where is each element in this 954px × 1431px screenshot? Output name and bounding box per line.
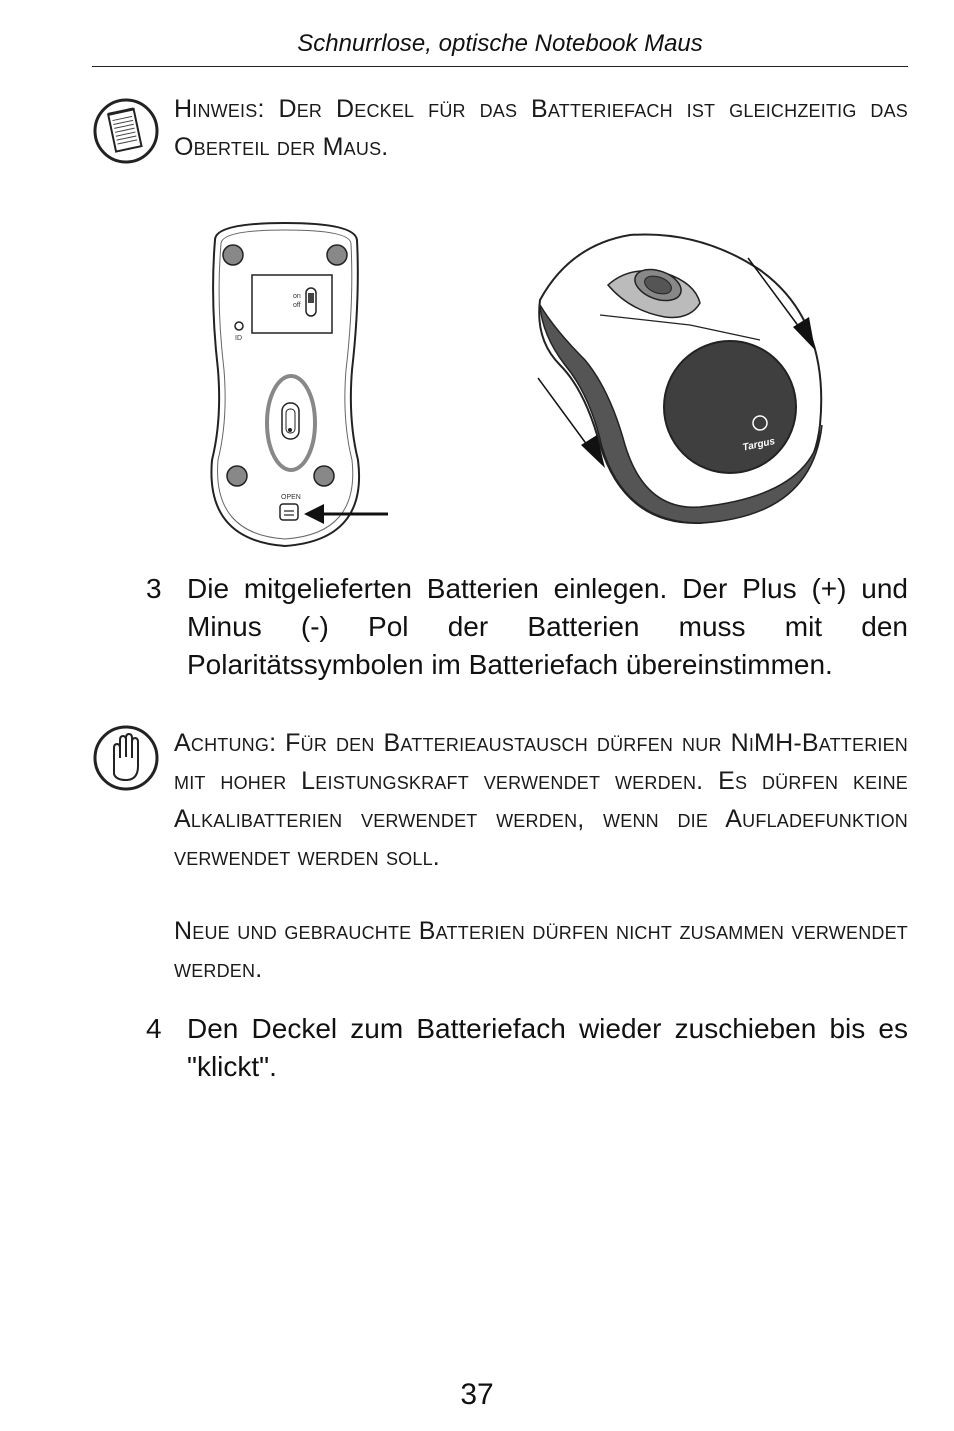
step-number: 4	[146, 1013, 162, 1044]
arrow-down-right-icon	[745, 255, 820, 355]
switch-off-label: off	[293, 302, 301, 309]
id-label: ID	[235, 335, 242, 342]
open-label: OPEN	[281, 494, 301, 501]
hand-stop-icon	[92, 724, 160, 792]
arrow-left-icon	[300, 500, 392, 530]
caution-text-2: Neue und gebrauchte Batterien dürfen nicht zusammen verwendet werden.	[174, 917, 908, 983]
note-text: Hinweis: Der Deckel für das Batteriefach ist gleichzeitig das Oberteil der Maus.	[174, 95, 908, 161]
switch-on-label: on	[293, 293, 301, 300]
step-text: Die mitgelieferten Batterien einlegen. Der Plus (+) und Minus (-) Pol der Batterien muss mit den Polaritätssymbolen im Batteriefach übereinstimmen.	[187, 573, 908, 680]
arrow-down-right-icon	[535, 375, 610, 470]
step-4	[146, 1010, 908, 1090]
targus-logo-text: Targus	[741, 435, 777, 454]
notepad-icon	[92, 97, 160, 165]
step-3	[146, 570, 908, 690]
page-header-title: Schnurrlose, optische Notebook Maus	[297, 30, 703, 57]
page-number: 37	[460, 1378, 494, 1411]
header-divider	[92, 66, 908, 67]
step-number: 3	[146, 573, 162, 604]
step-text: Den Deckel zum Batteriefach wieder zuschieben bis es "klickt".	[187, 1013, 908, 1082]
caution-text: Achtung: Für den Batterieaustausch dürfen nur NiMH-Batterien mit hoher Leistungskraft verwendet werden. Es dürfen keine Alkalibatterien verwendet werden, wenn die Aufladefunktion verwendet werden soll.	[174, 729, 908, 871]
